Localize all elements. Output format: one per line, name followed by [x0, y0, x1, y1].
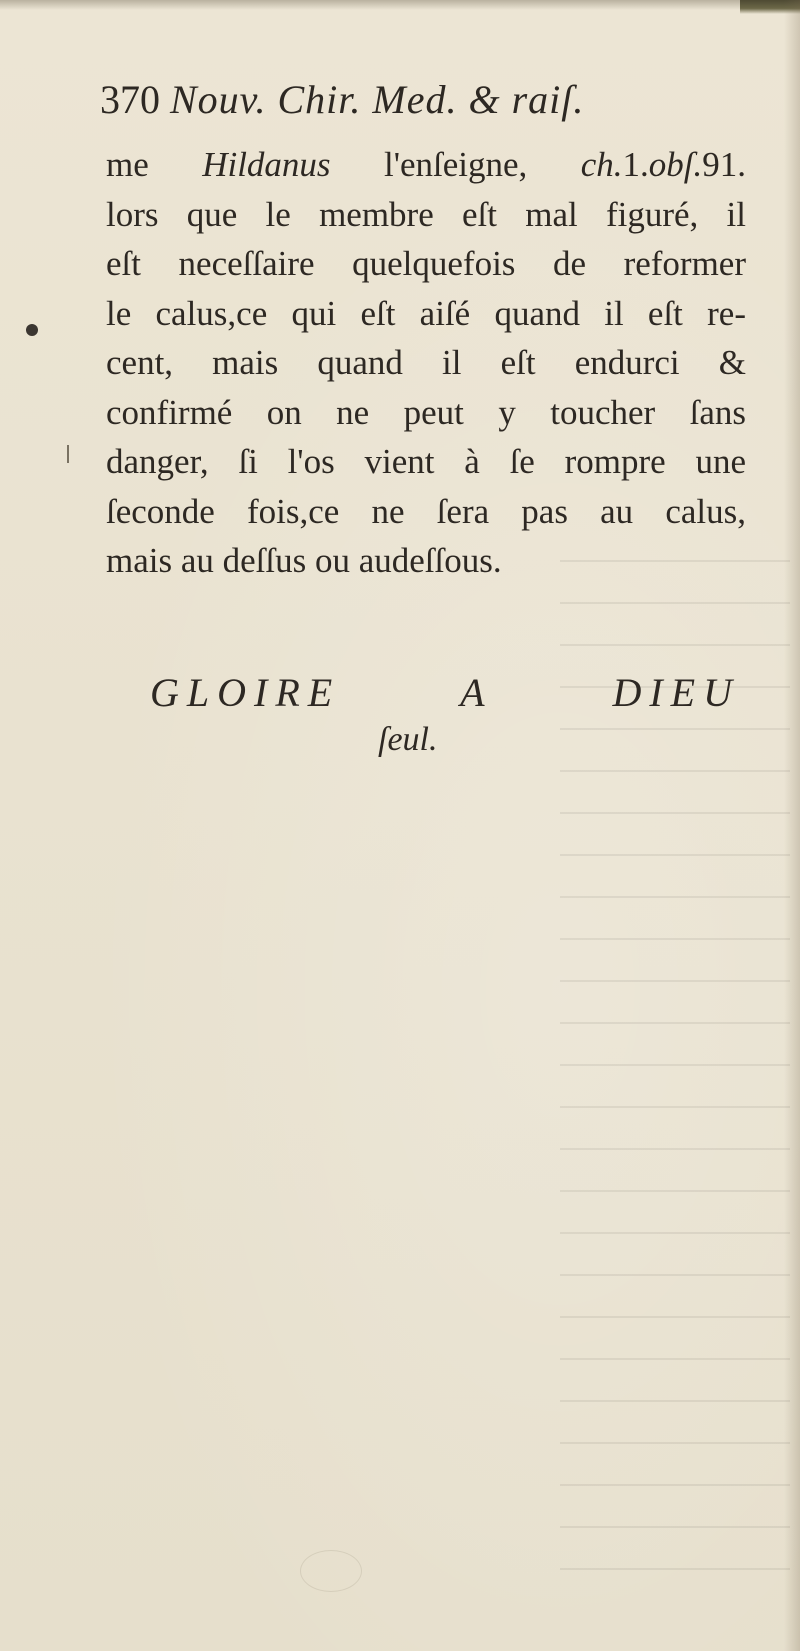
closing-line	[150, 668, 740, 718]
text-line	[106, 487, 746, 537]
text-line	[106, 437, 746, 487]
closing-word-3: DIEU	[612, 670, 740, 715]
text-line	[106, 140, 746, 190]
page-number: 370	[100, 77, 160, 122]
text-span: obſ.	[648, 145, 703, 184]
text-line	[106, 388, 746, 438]
text-span: confirmé on ne peut y toucher ſans	[106, 392, 746, 432]
text-span: me	[106, 145, 203, 184]
margin-dot	[26, 324, 38, 336]
text-span: cent, mais quand il eſt endurci &	[106, 343, 746, 382]
closing-word-2: A	[460, 670, 493, 715]
text-line	[106, 338, 746, 388]
text-span: ſeconde fois,ce ne ſera pas au calus,	[106, 491, 746, 531]
text-span: danger, ſi l'os vient à ſe rompre une	[106, 442, 746, 481]
text-span: 91.	[702, 145, 746, 184]
page-top-shadow	[0, 0, 800, 10]
text-span: mais au deſſus ou audeſſous.	[106, 541, 502, 580]
text-line	[106, 190, 746, 240]
text-line	[106, 536, 746, 586]
running-title: Nouv. Chir. Med. & raiſ.	[170, 77, 585, 122]
closing-seul: ſeul.	[378, 721, 438, 758]
text-span: le calus,ce qui eſt aiſé quand il eſt re-	[106, 293, 746, 333]
body-text	[106, 140, 746, 586]
paper-stain	[300, 1550, 362, 1592]
closing-word-1: GLOIRE	[150, 670, 341, 715]
text-line	[106, 289, 746, 339]
running-header	[100, 75, 740, 125]
text-line	[106, 239, 746, 289]
text-span: 1.	[622, 145, 649, 184]
text-span: lors que le membre eſt mal figuré, il	[106, 194, 746, 234]
text-span: Hildanus	[202, 145, 331, 184]
text-span: eſt neceſſaire quelquefois de reformer	[106, 244, 746, 283]
margin-tick	[67, 445, 69, 463]
text-span: ch.	[580, 145, 623, 184]
text-span: l'enſeigne,	[330, 145, 581, 184]
